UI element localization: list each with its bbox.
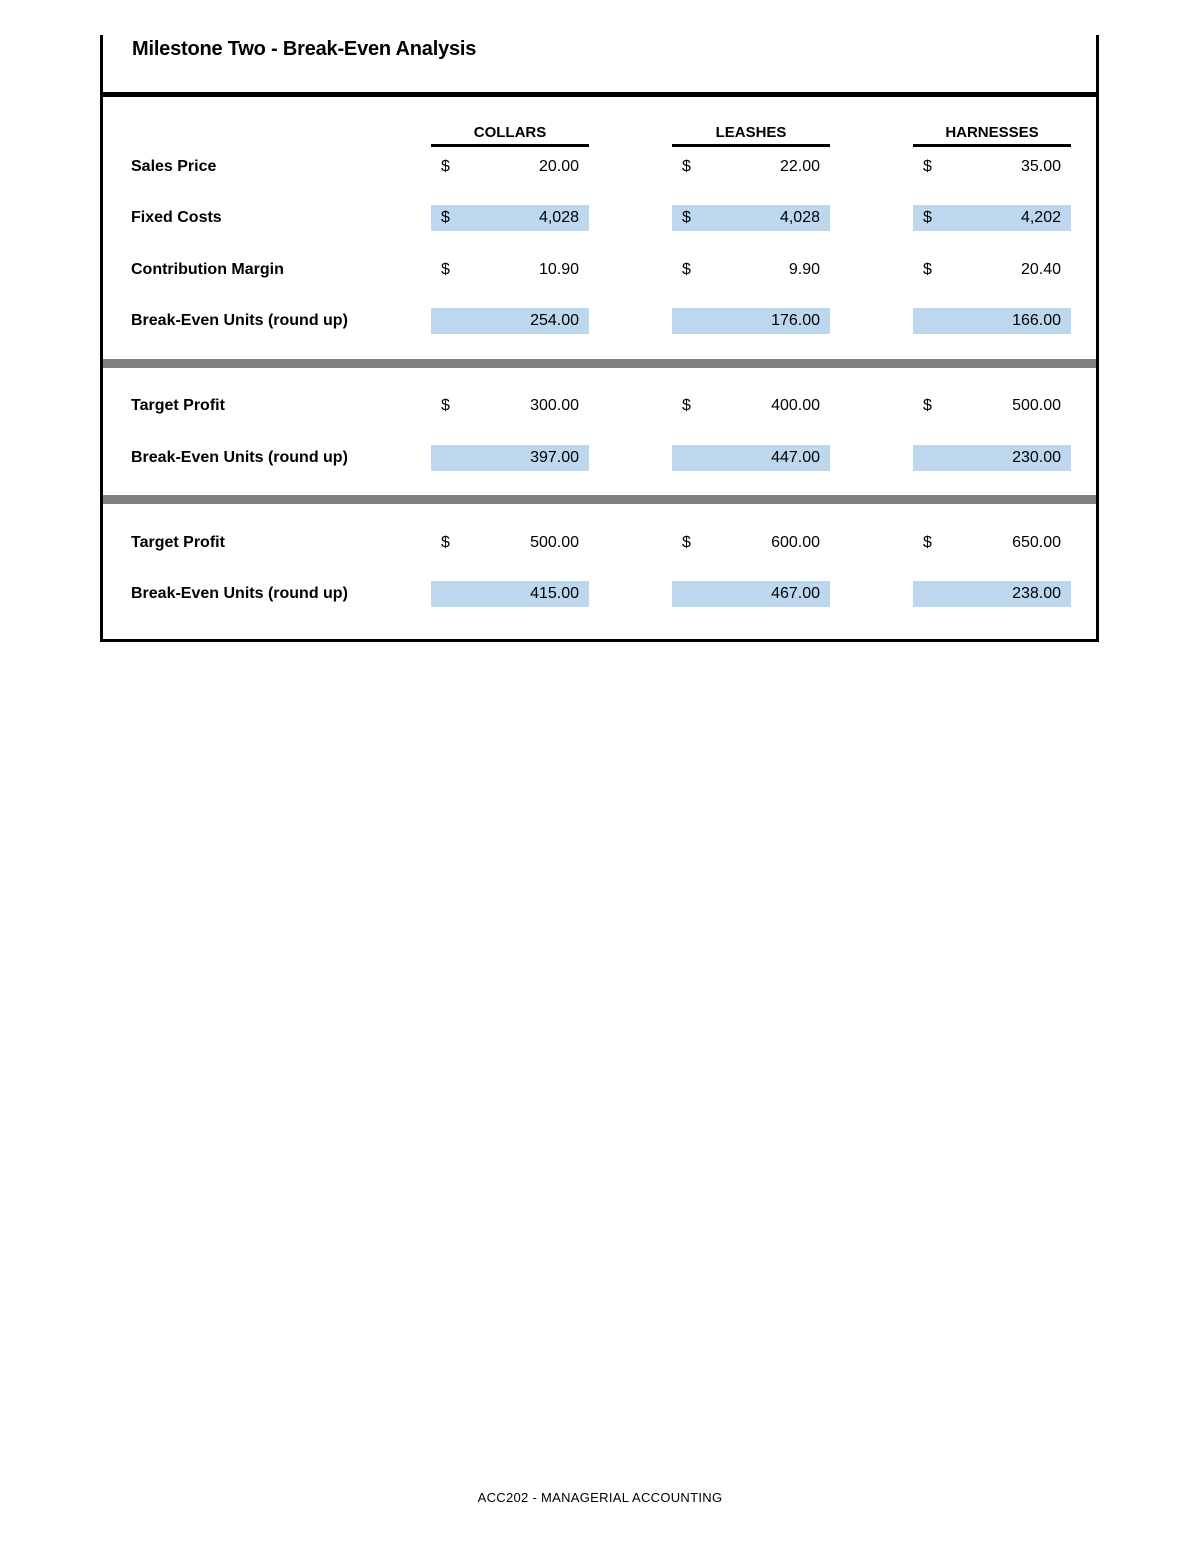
target-profit-2-leashes: [672, 530, 830, 556]
sales-price-label: Sales Price: [131, 158, 217, 175]
currency-symbol: $: [923, 209, 932, 226]
currency-symbol: $: [682, 209, 691, 226]
cell-value: 397.00: [530, 449, 579, 466]
break-even-units-3-leashes: [672, 581, 830, 607]
currency-symbol: $: [682, 534, 691, 551]
contribution-margin-leashes: [672, 257, 830, 283]
box-right-border: [1096, 35, 1099, 642]
currency-symbol: $: [441, 397, 450, 414]
target-profit-2-collars: [431, 530, 589, 556]
break-even-units-label-3: Break-Even Units (round up): [131, 585, 348, 602]
break-even-units-2-leashes: [672, 445, 830, 471]
break-even-units-leashes: [672, 308, 830, 334]
cell-value: 20.40: [1020, 261, 1061, 278]
break-even-units-harnesses: [913, 308, 1071, 334]
cell-value: 400.00: [771, 397, 820, 414]
contribution-margin-harnesses: [913, 257, 1071, 283]
cell-value: 500.00: [530, 534, 579, 551]
column-header-harnesses: HARNESSES: [913, 122, 1071, 147]
sales-price-harnesses: [913, 154, 1071, 180]
contribution-margin-label: Contribution Margin: [131, 261, 284, 278]
currency-symbol: $: [441, 534, 450, 551]
section-separator-1: [103, 359, 1096, 368]
box-bottom-border: [100, 639, 1099, 642]
cell-value: 35.00: [1020, 158, 1061, 175]
section-separator-2: [103, 495, 1096, 504]
currency-symbol: $: [923, 158, 932, 175]
currency-symbol: $: [682, 261, 691, 278]
sales-price-leashes: [672, 154, 830, 180]
cell-value: 22.00: [779, 158, 820, 175]
title-divider: [100, 92, 1099, 97]
cell-value: 10.90: [538, 261, 579, 278]
break-even-units-2-harnesses: [913, 445, 1071, 471]
break-even-units-3-harnesses: [913, 581, 1071, 607]
sales-price-collars: [431, 154, 589, 180]
target-profit-label-1: Target Profit: [131, 397, 225, 414]
fixed-costs-collars: [431, 205, 589, 231]
currency-symbol: $: [923, 534, 932, 551]
currency-symbol: $: [441, 158, 450, 175]
target-profit-label-2: Target Profit: [131, 534, 225, 551]
cell-value: 4,028: [779, 209, 820, 226]
currency-symbol: $: [682, 158, 691, 175]
target-profit-1-leashes: [672, 393, 830, 419]
page-title: Milestone Two - Break-Even Analysis: [132, 38, 477, 60]
currency-symbol: $: [441, 261, 450, 278]
target-profit-1-collars: [431, 393, 589, 419]
cell-value: 20.00: [538, 158, 579, 175]
break-even-units-2-collars: [431, 445, 589, 471]
contribution-margin-collars: [431, 257, 589, 283]
currency-symbol: $: [682, 397, 691, 414]
fixed-costs-harnesses: [913, 205, 1071, 231]
column-header-leashes: LEASHES: [672, 122, 830, 147]
target-profit-2-harnesses: [913, 530, 1071, 556]
cell-value: 4,202: [1020, 209, 1061, 226]
cell-value: 447.00: [771, 449, 820, 466]
break-even-units-3-collars: [431, 581, 589, 607]
box-left-border: [100, 35, 103, 642]
cell-value: 166.00: [1012, 312, 1061, 329]
fixed-costs-leashes: [672, 205, 830, 231]
fixed-costs-label: Fixed Costs: [131, 209, 222, 226]
target-profit-1-harnesses: [913, 393, 1071, 419]
column-header-collars: COLLARS: [431, 122, 589, 147]
cell-value: 600.00: [771, 534, 820, 551]
cell-value: 300.00: [530, 397, 579, 414]
currency-symbol: $: [441, 209, 450, 226]
page-footer: ACC202 - MANAGERIAL ACCOUNTING: [477, 1490, 723, 1505]
cell-value: 230.00: [1012, 449, 1061, 466]
cell-value: 238.00: [1012, 585, 1061, 602]
cell-value: 9.90: [788, 261, 820, 278]
cell-value: 254.00: [530, 312, 579, 329]
break-even-units-label-2: Break-Even Units (round up): [131, 449, 348, 466]
break-even-units-label: Break-Even Units (round up): [131, 312, 348, 329]
cell-value: 650.00: [1012, 534, 1061, 551]
currency-symbol: $: [923, 261, 932, 278]
break-even-units-collars: [431, 308, 589, 334]
cell-value: 4,028: [538, 209, 579, 226]
currency-symbol: $: [923, 397, 932, 414]
cell-value: 415.00: [530, 585, 579, 602]
cell-value: 467.00: [771, 585, 820, 602]
cell-value: 176.00: [771, 312, 820, 329]
cell-value: 500.00: [1012, 397, 1061, 414]
